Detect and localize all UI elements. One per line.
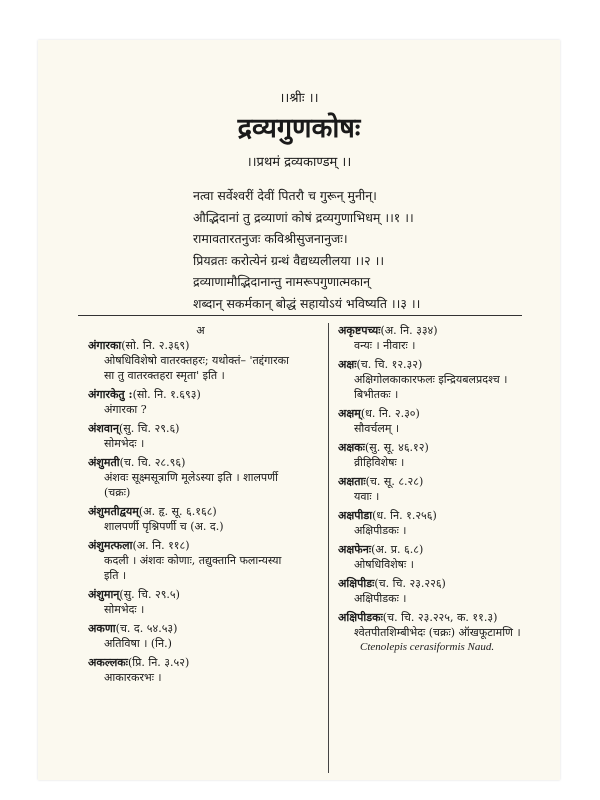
entry-term: अंशुमान् [88,588,120,601]
entry-head [88,538,313,553]
entry-term: अक्षम् [338,407,361,420]
dictionary-entry [88,455,313,500]
entry-reference: (च. सू. ८.२८) [365,475,424,488]
entry-reference: (सु. चि. २९.६) [118,422,180,435]
entry-definition: सोमभेदः । [104,437,145,450]
verse-line: रामावतारतनुजः कविश्रीसुजनानुजः। [193,231,348,246]
entry-definition: आकारकरभः । [104,671,162,684]
dictionary-page [38,40,560,780]
entry-reference: (प्रि. नि. ३.५२) [127,656,190,669]
entry-reference: (अ. प्र. ६.८) [371,543,424,556]
entry-term: अकृष्टपच्यः [338,324,381,337]
entry-head [338,576,548,591]
dictionary-entry [88,338,313,383]
entry-term: अंगारकेतु : [88,388,133,401]
entry-head [88,621,313,636]
entry-head [338,357,548,372]
entry-head [338,508,548,523]
page-title: द्रव्यगुणकोषः [237,113,361,144]
dictionary-entry [88,587,313,617]
entry-definition: बिभीतकः । [354,388,399,401]
dictionary-entry [338,474,548,504]
dictionary-entry [88,655,313,685]
entry-definition: (चक्रः) [104,486,131,499]
entry-reference: (च. द. ५४.५३) [115,622,178,635]
entry-term: अक्षः [338,358,357,371]
entry-term: अक्षिपीडः [338,577,375,590]
dictionary-entry [88,387,313,417]
entry-definition: अंशवः सूक्ष्मसूत्राणि मूलेऽस्या इति । शालपर्णी [104,471,278,484]
entry-definition: ओषधिविशेषो वातरक्तहरः; यथोक्तं– 'तद्दंगारका [104,354,289,367]
entry-definition: अक्षिपीडकः । [354,524,407,537]
dictionary-entry [338,508,548,538]
entry-definition: अंगारका ? [104,403,147,416]
dictionary-entry [88,538,313,583]
entry-head [88,338,313,353]
entry-definition: इति । [104,569,127,582]
section-letter: अ [196,324,205,337]
right-column [338,323,548,659]
entry-head [338,610,548,625]
entry-reference: (अ. हृ. सू. ६.१६८) [138,505,217,518]
left-column [88,323,313,689]
dictionary-entry [338,323,548,353]
opening-verses [193,185,420,314]
entry-definition: यवाः । [354,490,380,503]
entry-head [88,655,313,670]
invocation-shri: ।।श्रीः ।। [279,91,319,106]
dictionary-entry [338,440,548,470]
entry-term: अंशुमतीद्वयम् [88,505,139,518]
entry-reference: (सो. नि. १.६९३) [132,388,201,401]
entry-term: अक्षताः [338,475,366,488]
section-subtitle: ।।प्रथमं द्रव्यकाण्डम् ।। [246,155,352,170]
entry-term: अक्षपीडा [338,509,373,522]
entry-definition: श्वेतपीतशिम्बीभेदः (चक्रः) ऑखफूटामणि । [354,626,521,639]
dictionary-entry [338,542,548,572]
entry-term: अंशवान् [88,422,119,435]
entry-term: अंगारका [88,339,122,352]
dictionary-entry [338,357,548,402]
column-divider [328,323,329,773]
dictionary-entry [338,576,548,606]
entry-head [88,455,313,470]
entry-term: अक्षकः [338,441,365,454]
entry-reference: (ध. नि. १.२५६) [372,509,437,522]
entry-head [338,323,548,338]
scientific-name: Ctenolepis cerasiformis Naud. [360,641,495,653]
entry-reference: (सु. सू. ४६.१२) [364,441,429,454]
entry-definition: सौवर्चलम् । [354,422,400,435]
dictionary-entry [338,610,548,655]
verse-line: नत्वा सर्वेश्वरीं देवीं पितरौ च गुरून् मुनीन्। [193,188,377,203]
entry-reference: (अ. नि. ११८) [132,539,190,552]
entry-reference: (सु. चि. २९.५) [119,588,180,601]
entry-head [88,587,313,602]
entry-reference: (ध. नि. २.३०) [360,407,420,420]
entry-definition: अक्षिपीडकः । [354,592,407,605]
entry-head [88,421,313,436]
verse-line: द्रव्याणामौद्भिदानान्तु नामरूपगुणात्मकान् [193,274,371,289]
entry-term: अक्षिपीडकः [338,611,383,624]
entry-head [338,474,548,489]
entry-term: अकणा [88,622,116,635]
entry-term: अंशुमती [88,456,120,469]
entry-definition: अतिविषा । (नि.) [104,637,172,650]
dictionary-entry [88,621,313,651]
entry-definition: व्रीहिविशेषः । [354,456,405,469]
entry-definition: ओषधिविशेषः । [354,558,414,571]
entry-term: अक्षफेनः [338,543,372,556]
horizontal-rule [78,315,522,316]
entry-definition: शालपर्णी पृश्निपर्णी च (अ. द.) [104,520,224,533]
left-entries [88,338,313,685]
verse-line: औद्भिदानां तु द्रव्याणां कोषं द्रव्यगुणाभिधम् ।।१ ।। [193,209,414,225]
entry-head [338,406,548,421]
entry-reference: (च. चि. २३.२२५, क. ११.३) [382,611,498,624]
entry-reference: (च. चि. २८.९६) [119,456,186,469]
entry-head [88,387,313,402]
entry-definition: सोमभेदः । [104,603,145,616]
entry-term: अकल्लकः [88,656,128,669]
entry-definition: वन्यः । नीवारः । [354,339,416,352]
entry-reference: (च. चि. १२.३२) [356,358,423,371]
verse-line: प्रियव्रतः करोत्येनं ग्रन्थं वैद्यध्यलीलया ।।२ ।। [193,252,385,268]
entry-head [338,542,548,557]
dictionary-entry [338,406,548,436]
entry-head [338,440,548,455]
entry-definition: सा तु वातरक्तहरा स्मृता' इति । [104,369,225,382]
dictionary-entry [88,504,313,534]
entry-reference: (च. चि. २३.२२६) [374,577,446,590]
dictionary-entry [88,421,313,451]
right-entries [338,323,548,655]
entry-definition: कदली । अंशवः कोणाः, तद्युक्तानि फलान्यस्या [104,554,282,567]
entry-definition: अक्षिगोलकाकारफलः इन्द्रियबलप्रदश्च । [354,373,508,386]
entry-term: अंशुमत्फला [88,539,133,552]
entry-head [88,504,313,519]
entry-reference: (अ. नि. ३३४) [380,324,438,337]
verse-line: शब्दान् सकर्मकान् बोद्धं सहायोऽयं भविष्यति ।।३ ।। [193,295,421,311]
entry-reference: (सो. नि. २.३६९) [121,339,190,352]
